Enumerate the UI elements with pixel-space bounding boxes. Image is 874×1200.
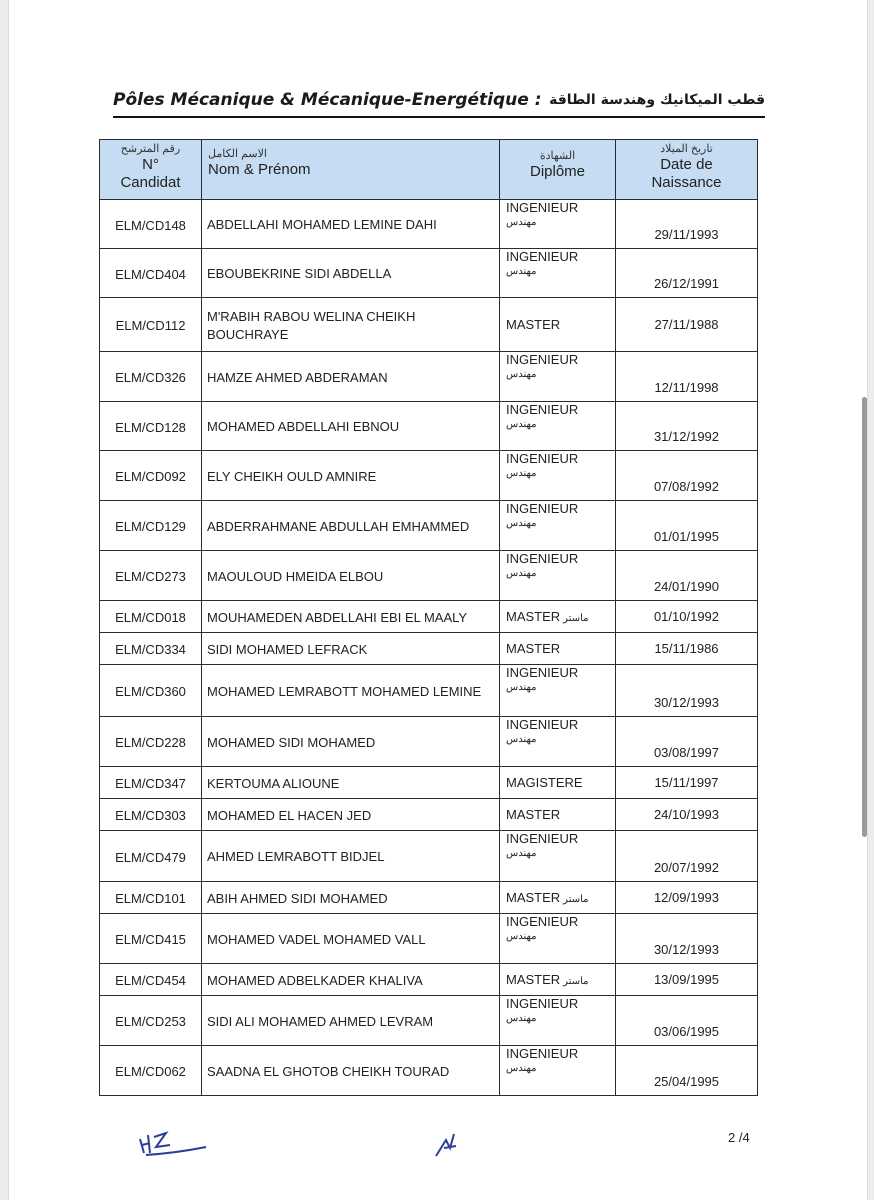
birth-date: 30/12/1993 — [616, 665, 758, 717]
diploma — [500, 1046, 616, 1096]
header-ar: تاريخ الميلاد — [660, 143, 713, 155]
diploma — [500, 996, 616, 1046]
diploma-ar: مهندس — [506, 369, 537, 380]
diploma-fr: MASTER — [506, 609, 561, 624]
candidate-number: ELM/CD273 — [100, 551, 202, 601]
candidate-name: AHMED LEMRABOTT BIDJEL — [202, 831, 500, 882]
table-row — [100, 964, 758, 996]
candidate-name: SIDI ALI MOHAMED AHMED LEVRAM — [202, 996, 500, 1046]
birth-date: 12/09/1993 — [616, 882, 758, 914]
birth-date: 12/11/1998 — [616, 352, 758, 402]
candidate-number: ELM/CD360 — [100, 665, 202, 717]
header-diploma — [500, 140, 616, 200]
birth-date: 15/11/1986 — [616, 633, 758, 665]
header-ar: الشهادة — [539, 150, 576, 162]
diploma — [500, 200, 616, 249]
section-title — [113, 90, 765, 118]
birth-date: 26/12/1991 — [616, 249, 758, 298]
table-row — [100, 451, 758, 501]
candidate-number: ELM/CD303 — [100, 799, 202, 831]
table-row — [100, 298, 758, 352]
header-candidate-number — [100, 140, 202, 200]
diploma-ar: مهندس — [506, 419, 537, 430]
candidate-number: ELM/CD334 — [100, 633, 202, 665]
candidate-number: ELM/CD062 — [100, 1046, 202, 1096]
diploma — [500, 665, 616, 717]
table-row — [100, 551, 758, 601]
table-row — [100, 352, 758, 402]
diploma-fr: MASTER — [506, 641, 561, 656]
diploma-ar: مهندس — [506, 568, 537, 579]
candidate-name: MOHAMED SIDI MOHAMED — [202, 717, 500, 767]
diploma — [500, 767, 616, 799]
candidate-name: HAMZE AHMED ABDERAMAN — [202, 352, 500, 402]
candidate-number: ELM/CD092 — [100, 451, 202, 501]
candidate-name: MOHAMED ADBELKADER KHALIVA — [202, 964, 500, 996]
table-row — [100, 501, 758, 551]
diploma-ar: ماستر — [563, 613, 589, 624]
table-row — [100, 665, 758, 717]
diploma — [500, 501, 616, 551]
candidate-name: MOHAMED VADEL MOHAMED VALL — [202, 914, 500, 964]
header-fr: N° Candidat — [120, 156, 181, 191]
candidate-name: MOHAMED EL HACEN JED — [202, 799, 500, 831]
diploma-fr: INGENIEUR — [506, 551, 579, 566]
birth-date: 15/11/1997 — [616, 767, 758, 799]
header-full-name — [202, 140, 500, 200]
table-row — [100, 633, 758, 665]
diploma — [500, 964, 616, 996]
diploma-fr: INGENIEUR — [506, 1046, 579, 1061]
diploma — [500, 799, 616, 831]
birth-date: 31/12/1992 — [616, 402, 758, 451]
candidate-name: SIDI MOHAMED LEFRACK — [202, 633, 500, 665]
diploma-fr: INGENIEUR — [506, 831, 579, 846]
birth-date: 01/10/1992 — [616, 601, 758, 633]
candidate-name: KERTOUMA ALIOUNE — [202, 767, 500, 799]
diploma-ar: مهندس — [506, 1063, 537, 1074]
birth-date: 29/11/1993 — [616, 200, 758, 249]
diploma-fr: INGENIEUR — [506, 451, 579, 466]
table-row — [100, 882, 758, 914]
birth-date: 03/06/1995 — [616, 996, 758, 1046]
diploma — [500, 717, 616, 767]
table-row — [100, 601, 758, 633]
candidate-number: ELM/CD253 — [100, 996, 202, 1046]
diploma-fr: INGENIEUR — [506, 249, 579, 264]
diploma-fr: INGENIEUR — [506, 352, 579, 367]
birth-date: 25/04/1995 — [616, 1046, 758, 1096]
candidate-name: M'RABIH RABOU WELINA CHEIKH BOUCHRAYE — [202, 298, 500, 352]
diploma-fr: MASTER — [506, 317, 561, 332]
candidate-name: ABDERRAHMANE ABDULLAH EMHAMMED — [202, 501, 500, 551]
birth-date: 24/10/1993 — [616, 799, 758, 831]
diploma-ar: مهندس — [506, 217, 537, 228]
candidates-table — [99, 139, 758, 1096]
diploma-ar: ماستر — [563, 894, 589, 905]
title-arabic: قطب الميكانيك وهندسة الطاقة — [549, 92, 765, 108]
candidate-number: ELM/CD112 — [100, 298, 202, 352]
diploma-ar: مهندس — [506, 468, 537, 479]
header-birth-date — [616, 140, 758, 200]
diploma — [500, 298, 616, 352]
candidate-number: ELM/CD326 — [100, 352, 202, 402]
diploma — [500, 914, 616, 964]
birth-date: 13/09/1995 — [616, 964, 758, 996]
candidate-number: ELM/CD148 — [100, 200, 202, 249]
table-row — [100, 402, 758, 451]
diploma-fr: INGENIEUR — [506, 665, 579, 680]
candidate-number: ELM/CD415 — [100, 914, 202, 964]
header-fr: Date de Naissance — [651, 156, 722, 191]
diploma-fr: INGENIEUR — [506, 996, 579, 1011]
candidate-number: ELM/CD454 — [100, 964, 202, 996]
diploma — [500, 882, 616, 914]
diploma — [500, 352, 616, 402]
birth-date: 30/12/1993 — [616, 914, 758, 964]
birth-date: 03/08/1997 — [616, 717, 758, 767]
header-ar: الاسم الكامل — [208, 148, 267, 160]
table-row — [100, 831, 758, 882]
birth-date: 24/01/1990 — [616, 551, 758, 601]
diploma-fr: INGENIEUR — [506, 717, 579, 732]
title-french: Pôles Mécanique & Mécanique-Energétique : — [113, 90, 542, 110]
candidate-number: ELM/CD479 — [100, 831, 202, 882]
signature-1 — [136, 1123, 212, 1163]
table-row — [100, 799, 758, 831]
header-fr: Diplôme — [529, 163, 586, 180]
candidate-name: SAADNA EL GHOTOB CHEIKH TOURAD — [202, 1046, 500, 1096]
table-row — [100, 914, 758, 964]
diploma — [500, 402, 616, 451]
table-header-row — [100, 140, 758, 200]
page-number: 2 /4 — [728, 1130, 750, 1145]
candidate-name: ABIH AHMED SIDI MOHAMED — [202, 882, 500, 914]
candidate-name: MAOULOUD HMEIDA ELBOU — [202, 551, 500, 601]
diploma-ar: مهندس — [506, 734, 537, 745]
candidate-name: MOHAMED LEMRABOTT MOHAMED LEMINE — [202, 665, 500, 717]
birth-date: 01/01/1995 — [616, 501, 758, 551]
diploma-fr: INGENIEUR — [506, 501, 579, 516]
candidate-name: ABDELLAHI MOHAMED LEMINE DAHI — [202, 200, 500, 249]
diploma-fr: INGENIEUR — [506, 402, 579, 417]
diploma — [500, 249, 616, 298]
diploma-ar: مهندس — [506, 266, 537, 277]
diploma-fr: INGENIEUR — [506, 914, 579, 929]
birth-date: 20/07/1992 — [616, 831, 758, 882]
diploma — [500, 633, 616, 665]
birth-date: 07/08/1992 — [616, 451, 758, 501]
candidate-name: MOUHAMEDEN ABDELLAHI EBI EL MAALY — [202, 601, 500, 633]
candidate-number: ELM/CD128 — [100, 402, 202, 451]
candidate-number: ELM/CD228 — [100, 717, 202, 767]
header-fr: Nom & Prénom — [208, 161, 311, 178]
candidate-name: EBOUBEKRINE SIDI ABDELLA — [202, 249, 500, 298]
diploma-ar: مهندس — [506, 931, 537, 942]
diploma-fr: INGENIEUR — [506, 200, 579, 215]
table-row — [100, 717, 758, 767]
scrollbar[interactable] — [862, 397, 867, 837]
diploma-ar: مهندس — [506, 518, 537, 529]
table-row — [100, 200, 758, 249]
diploma-ar: مهندس — [506, 848, 537, 859]
signature-2 — [432, 1128, 466, 1164]
candidate-number: ELM/CD101 — [100, 882, 202, 914]
diploma-ar: مهندس — [506, 1013, 537, 1024]
diploma — [500, 451, 616, 501]
diploma-fr: MASTER — [506, 807, 561, 822]
diploma-fr: MAGISTERE — [506, 775, 583, 790]
candidate-number: ELM/CD404 — [100, 249, 202, 298]
diploma-ar: مهندس — [506, 682, 537, 693]
diploma-ar: ماستر — [563, 976, 589, 987]
table-row — [100, 249, 758, 298]
diploma — [500, 601, 616, 633]
candidate-name: MOHAMED ABDELLAHI EBNOU — [202, 402, 500, 451]
diploma-fr: MASTER — [506, 890, 561, 905]
candidate-number: ELM/CD018 — [100, 601, 202, 633]
diploma — [500, 831, 616, 882]
table-row — [100, 996, 758, 1046]
header-ar: رقم المترشح — [120, 143, 181, 155]
candidate-name: ELY CHEIKH OULD AMNIRE — [202, 451, 500, 501]
table-row — [100, 1046, 758, 1096]
table-row — [100, 767, 758, 799]
candidate-number: ELM/CD129 — [100, 501, 202, 551]
birth-date: 27/11/1988 — [616, 298, 758, 352]
diploma — [500, 551, 616, 601]
candidate-number: ELM/CD347 — [100, 767, 202, 799]
diploma-fr: MASTER — [506, 972, 561, 987]
